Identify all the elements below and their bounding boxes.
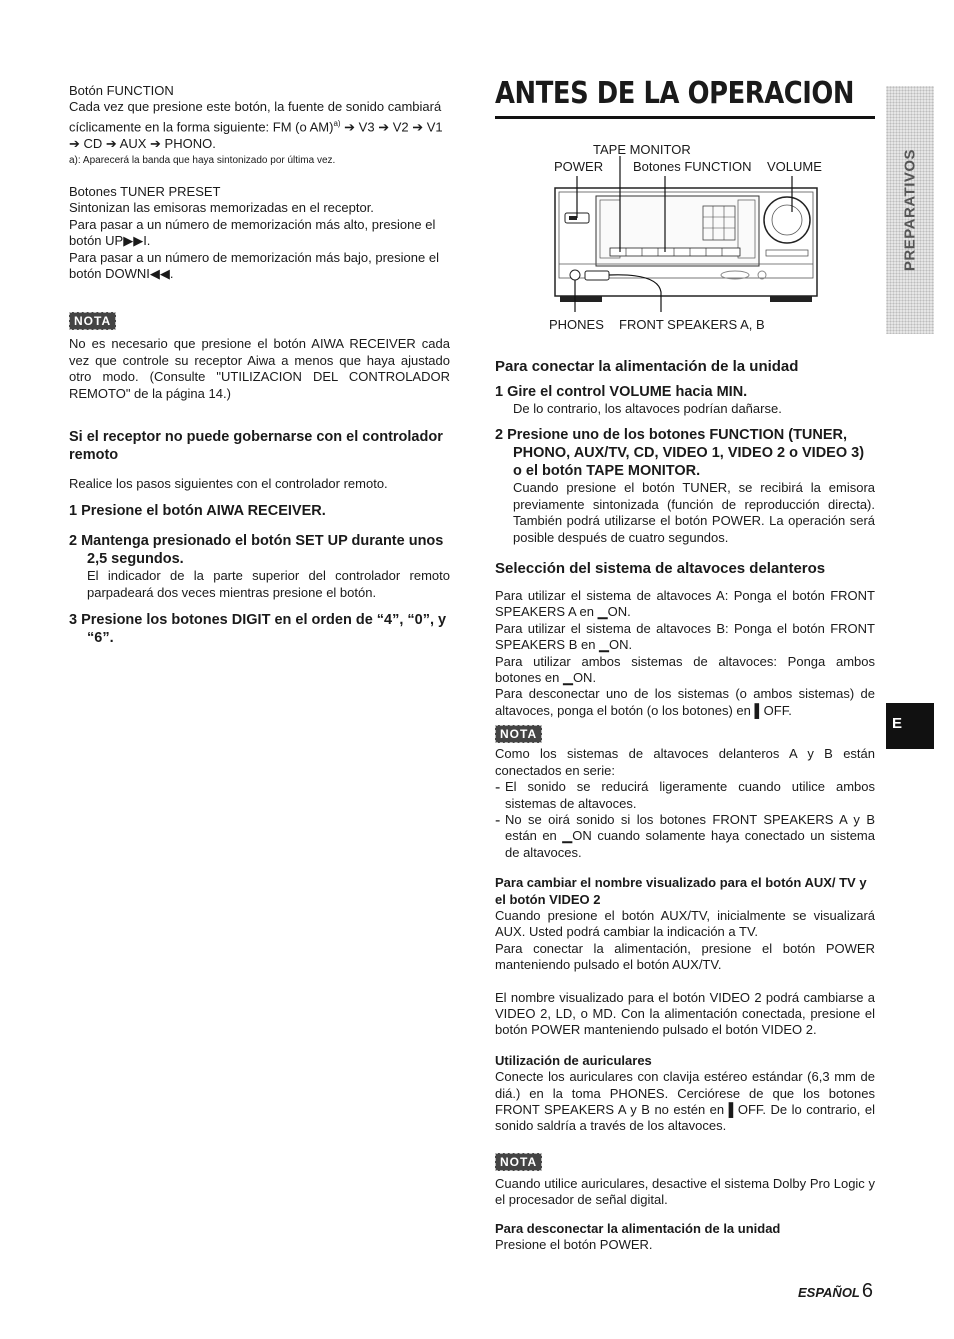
- page-title: ANTES DE LA OPERACION: [495, 76, 855, 111]
- label-tape-monitor: TAPE MONITOR: [593, 142, 691, 157]
- speakers-para-2: Para utilizar el sistema de altavoces B: Ponga el botón FRONT SPEAKERS B en ▁ON.: [495, 620, 875, 653]
- label-front-speakers: FRONT SPEAKERS A, B: [619, 317, 765, 332]
- phones-heading: Utilización de auriculares: [495, 1052, 652, 1068]
- label-function: Botones FUNCTION: [633, 159, 752, 174]
- speakers-para-4: Para desconectar uno de los sistemas (o ambos sistemas) de altavoces, ponga el botón (o los botones) en ▌OFF.: [495, 686, 875, 718]
- off-text: Presione el botón POWER.: [495, 1237, 653, 1253]
- aux-heading: Para cambiar el nombre visualizado para el botón AUX/ TV y el botón VIDEO 2: [495, 875, 867, 907]
- step-3: 3 Presione los botones DIGIT en el orden de “4”, “0”, y “6”.: [69, 612, 447, 647]
- step-1: 1 Presione el botón AIWA RECEIVER.: [69, 503, 326, 520]
- power-step-1-text: De lo contrario, los altavoces podrían dañarse.: [513, 401, 782, 416]
- aux-para-1: Cuando presione el botón AUX/TV, inicialmente se visualizará AUX. Usted podrá cambiar la indicación a TV.: [495, 907, 875, 940]
- power-step-2: 2 Presione uno de los botones FUNCTION (TUNER, PHONO, AUX/TV, CD, VIDEO 1, VIDEO 2 o VIDEO 3) o el botón TAPE MONITOR.: [495, 427, 865, 480]
- power-step-2-text: Cuando presione el botón TUNER, se recibirá la emisora previamente sintonizada (función de reproducción directa). También podrá utilizarse el botón POWER. La operación será posible después de cuatro segundos.: [513, 480, 875, 545]
- phones-text: Conecte los auriculares con clavija estéreo estándar (6,3 mm de diá.) en la toma PHONES. Cerciórese de que los botones FRONT SPEAKERS A y B no estén en ▌OFF. De lo contrario, el sonido saldría a través de los altavoces.: [495, 1069, 875, 1134]
- page-footer: [798, 1280, 873, 1303]
- speakers-para-3: Para utilizar ambos sistemas de altavoces: Ponga ambos botones en ▁ON.: [495, 653, 875, 686]
- nota-text: No es necesario que presione el botón AIWA RECEIVER cada vez que controle su receptor Aiwa a menos que haya ajustado otro modo. (Consulte "UTILIZACION DEL CONTROLADOR REMOTO" de la página 14.): [69, 336, 450, 401]
- aux-para-2: Para conectar la alimentación, presione el botón POWER manteniendo pulsado el botón AUX/TV.: [495, 940, 875, 973]
- off-heading: Para desconectar la alimentación de la unidad: [495, 1220, 781, 1236]
- aux-para-3: El nombre visualizado para el botón VIDEO 2 podrá cambiarse a VIDEO 2, LD, o MD. Con la alimentación conectada, presione el botón POWER manteniendo pulsado el botón VIDEO 2.: [495, 989, 875, 1038]
- tuner-title: Botones TUNER PRESET: [69, 183, 221, 199]
- footer-language: ESPAÑOL: [798, 1285, 860, 1300]
- nota-2-item: - No se oirá sonido si los botones FRONT SPEAKERS A y B están en ▁ON cuando solamente haya conectado un sistema de altavoces.: [495, 811, 875, 860]
- language-tab: E: [886, 703, 934, 749]
- tuner-line-1: Sintonizan las emisoras memorizadas en el receptor.: [69, 200, 374, 216]
- receiver-diagram: [540, 140, 840, 335]
- label-power: POWER: [554, 159, 604, 174]
- label-phones: PHONES: [549, 317, 604, 332]
- title-rule: [495, 116, 875, 119]
- nota-2-item: - El sonido se reducirá ligeramente cuando utilice ambos sistemas de altavoces.: [495, 779, 875, 811]
- tuner-line-2: Para pasar a un número de memorización más alto, presione el botón UP▶▶I.: [69, 216, 436, 249]
- nota-3-text: Cuando utilice auriculares, desactive el sistema Dolby Pro Logic y el procesador de señal digital.: [495, 1175, 875, 1208]
- power-step-1: 1 Gire el control VOLUME hacia MIN.: [495, 384, 748, 400]
- step-2-text: El indicador de la parte superior del controlador remoto parpadeará dos veces mientras presione el botón.: [87, 568, 450, 600]
- speakers-para-1: Para utilizar el sistema de altavoces A: Ponga el botón FRONT SPEAKERS A en ▁ON.: [495, 588, 875, 620]
- remote-heading: Si el receptor no puede gobernarse con el controlador remoto: [69, 429, 443, 464]
- receiver-illustration: [540, 140, 840, 335]
- label-volume: VOLUME: [767, 159, 822, 174]
- speakers-body: [495, 588, 875, 719]
- footnote-mark: a): [333, 118, 341, 128]
- remote-intro: Realice los pasos siguientes con el controlador remoto.: [69, 476, 388, 492]
- speakers-heading: Selección del sistema de altavoces delanteros: [495, 560, 826, 578]
- function-title: Botón FUNCTION: [69, 83, 174, 98]
- page-number: 6: [861, 1280, 874, 1302]
- function-text: Cada vez que presione este botón, la fuente de sonido cambiará cíclicamente en la forma siguiente: FM (o AM)$^{a)}$ ➔ V3 ➔ V2 ➔ V1 ➔ CD ➔ AUX ➔ PHONO.: [69, 99, 443, 151]
- footnote: a): Aparecerá la banda que haya sintonizado por última vez.: [69, 154, 336, 166]
- step-2: 2 Mantenga presionado el botón SET UP durante unos 2,5 segundos.: [69, 533, 444, 568]
- nota-badge: NOTA: [69, 312, 450, 330]
- tuner-line-3: Para pasar a un número de memorización más bajo, presione el botón DOWNI◀◀.: [69, 249, 439, 281]
- nota-badge-3: NOTA: [495, 1153, 875, 1171]
- power-heading: Para conectar la alimentación de la unidad: [495, 358, 799, 375]
- nota-badge-2: NOTA: [495, 725, 875, 743]
- right-column: [495, 357, 875, 1253]
- left-column: [69, 83, 450, 647]
- nota-2-intro: Como los sistemas de altavoces delanteros A y B están conectados en serie:: [495, 746, 875, 778]
- section-side-tab: PREPARATIVOS: [886, 86, 934, 334]
